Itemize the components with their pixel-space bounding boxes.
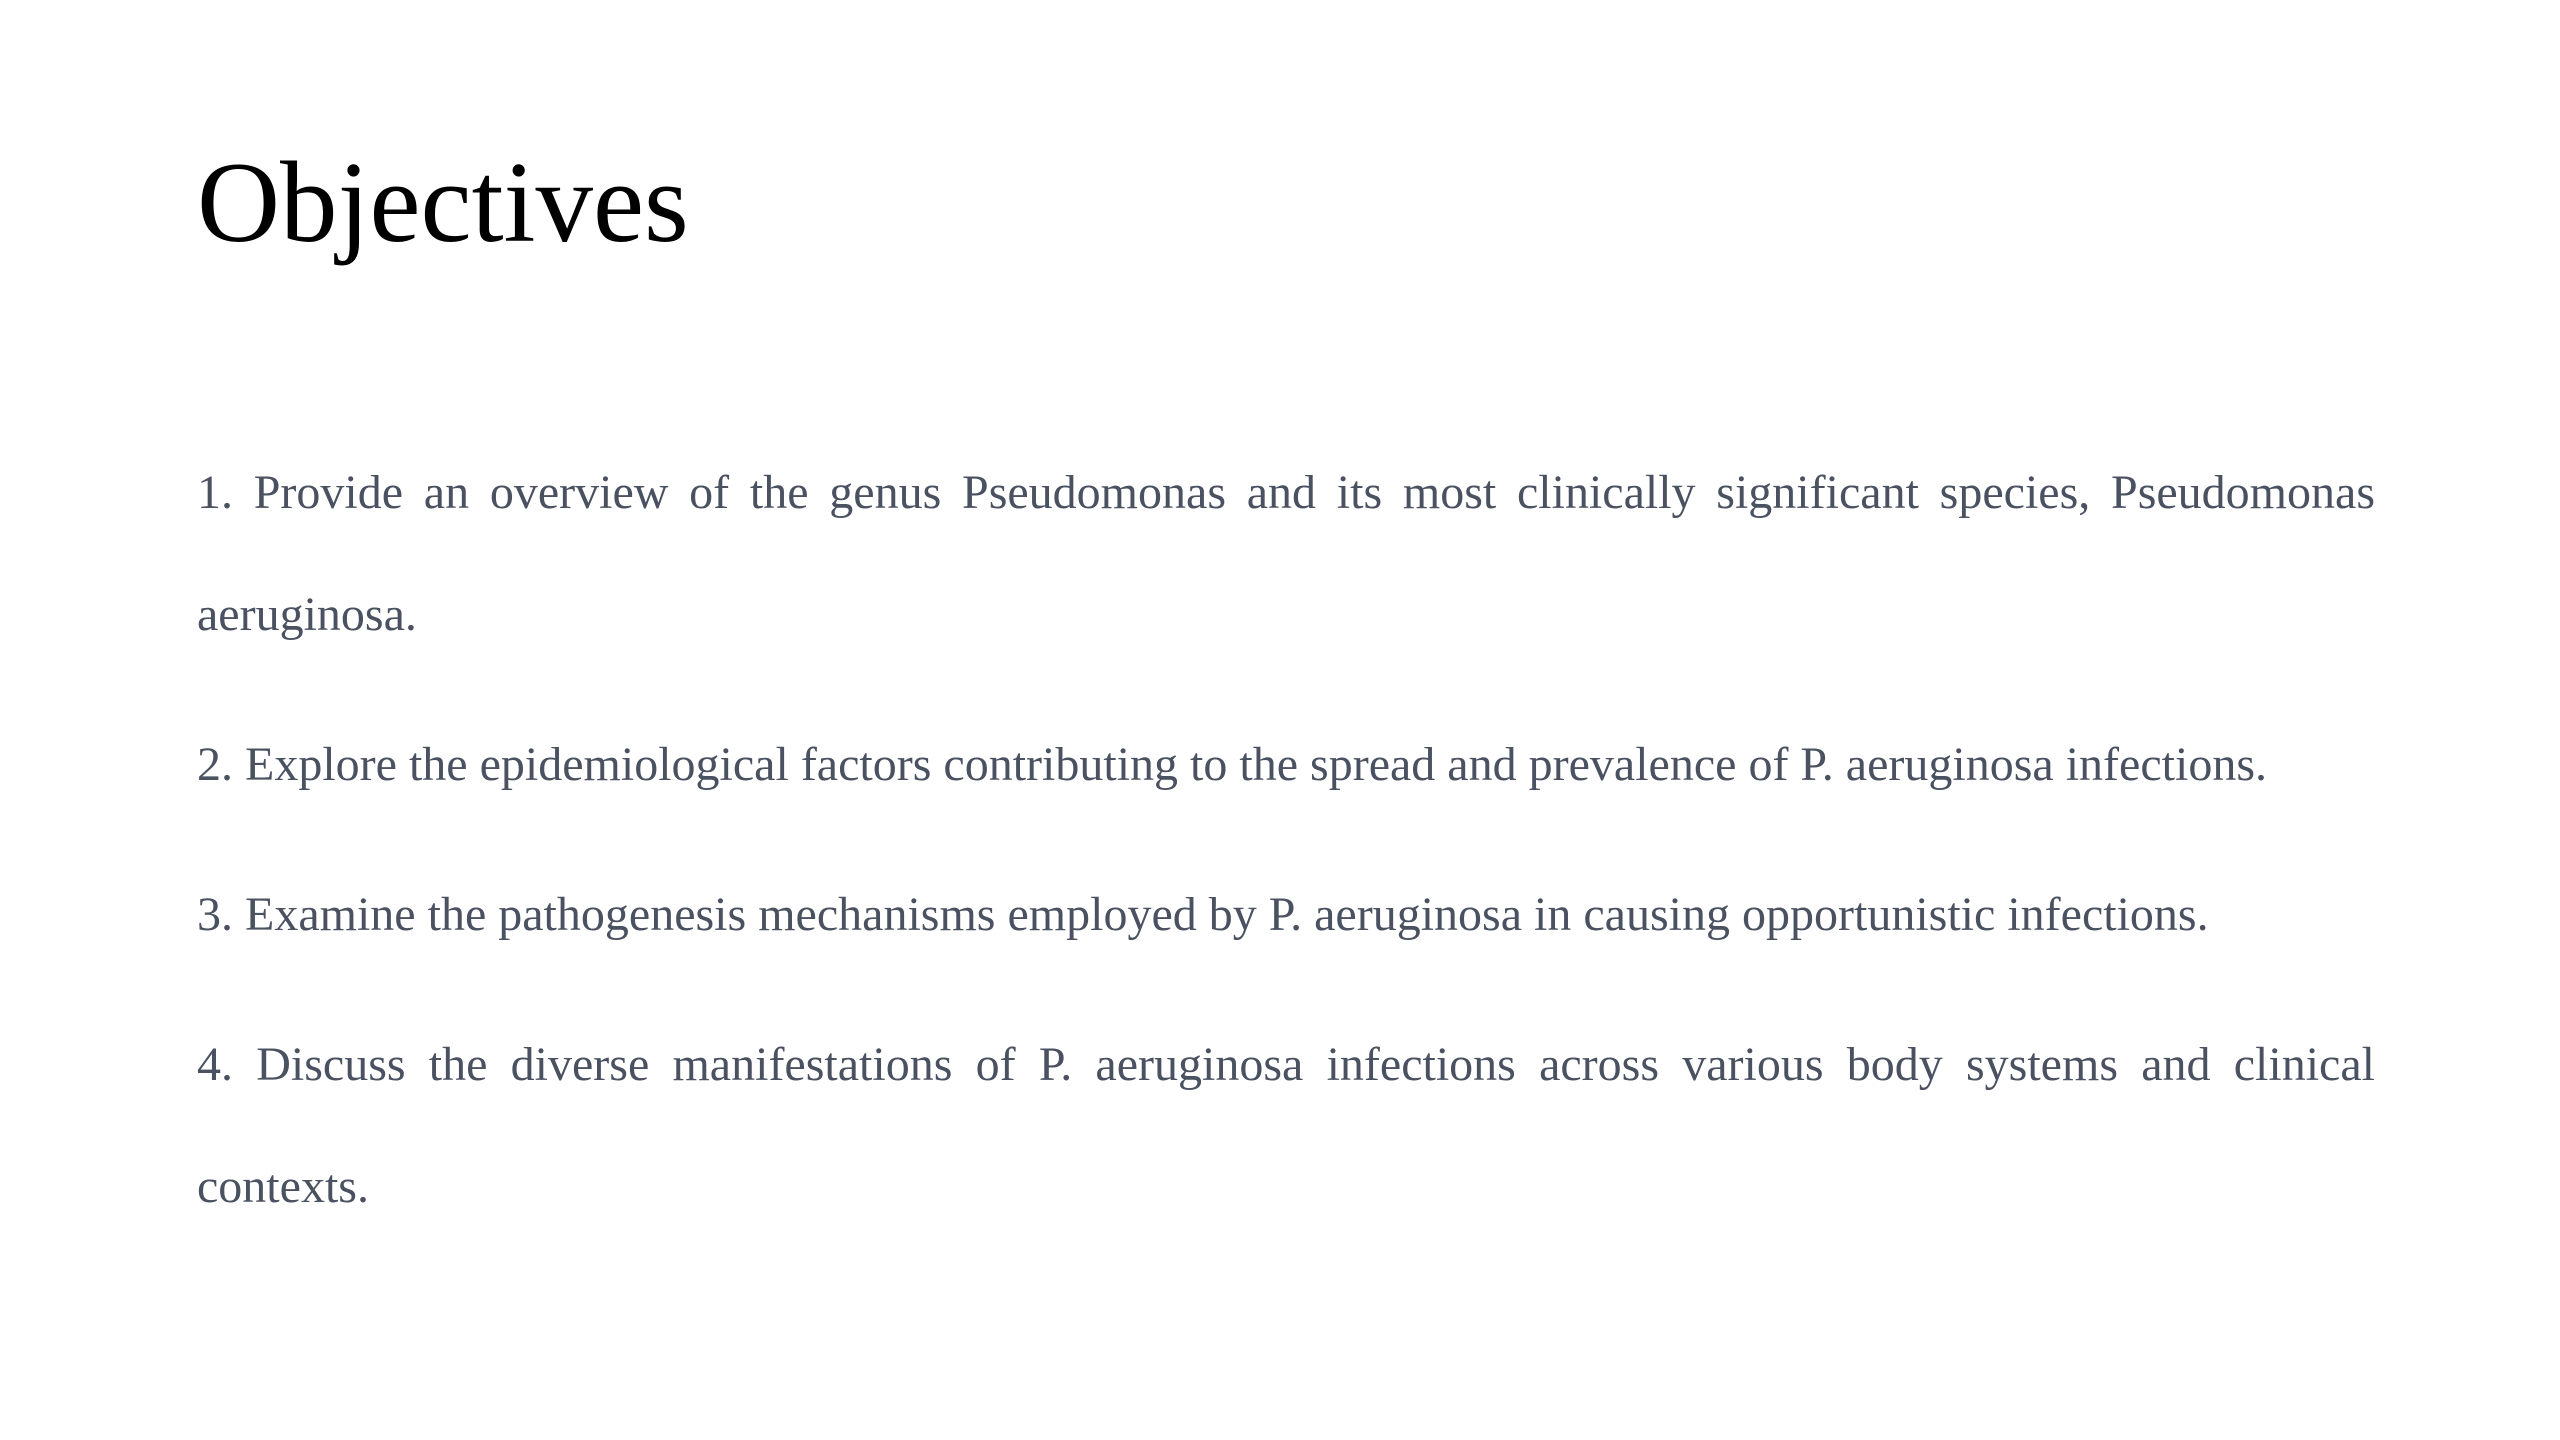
objective-item-4: 4. Discuss the diverse manifestations of P. aeruginosa infections across various body systems and clinical contexts. — [197, 1038, 2375, 1213]
objective-item-1: 1. Provide an overview of the genus Pseudomonas and its most clinically significant species, Pseudomonas aeruginosa. — [197, 466, 2375, 641]
objective-item-3: 3. Examine the pathogenesis mechanisms employed by P. aeruginosa in causing opportunistic infections. — [197, 888, 2209, 941]
objectives-list — [197, 432, 2375, 1276]
slide-title: Objectives — [197, 139, 689, 266]
objective-item-2: 2. Explore the epidemiological factors contributing to the spread and prevalence of P. aeruginosa infections. — [197, 738, 2267, 791]
